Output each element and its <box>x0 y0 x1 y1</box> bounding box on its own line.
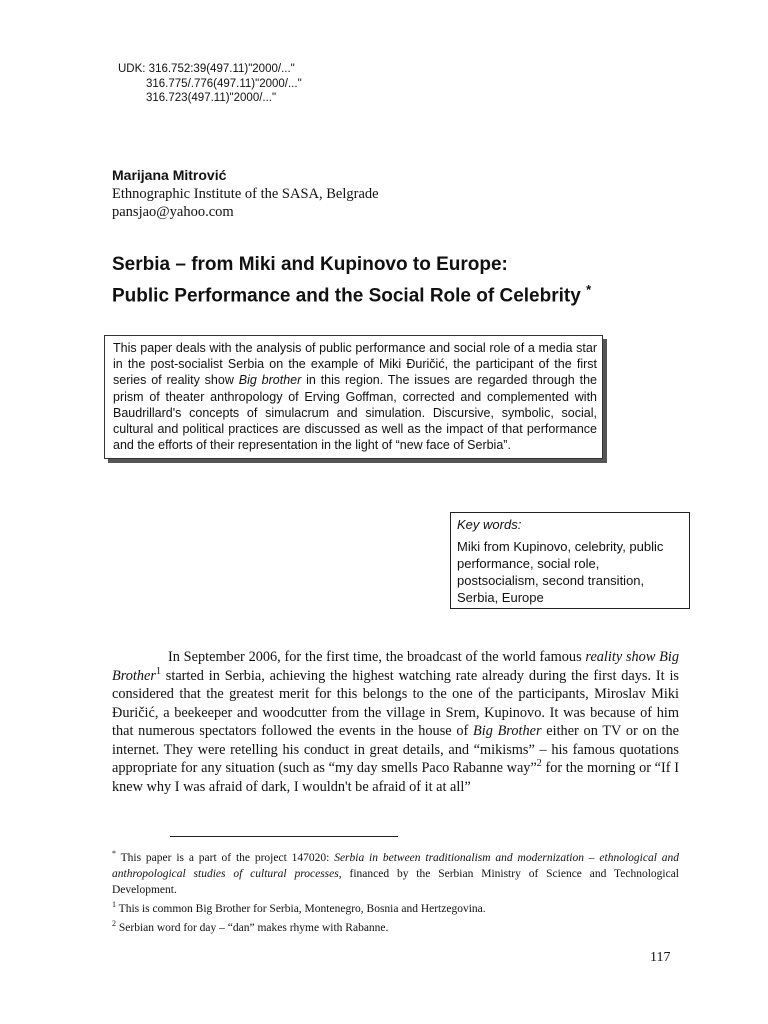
author-name: Marijana Mitrović <box>112 167 227 183</box>
body-italic-run: Big Brother <box>472 723 542 739</box>
abstract-box <box>104 335 603 459</box>
keywords-box <box>450 512 690 609</box>
footnote-ref-2: 2 <box>536 758 542 770</box>
title-line-2 <box>112 277 591 308</box>
udk-line <box>118 91 302 106</box>
body-text-run: In September 2006, for the first time, the broadcast of the world famous <box>168 649 586 665</box>
keywords-label: Key words: <box>457 517 522 532</box>
title-line-2-text: Public Performance and the Social Role of Celebrity <box>112 285 581 307</box>
footnotes <box>112 850 679 939</box>
footnote-text: This paper is a part of the project 147020: <box>116 852 335 864</box>
footnote-text: This is common Big Brother for Serbia, Montenegro, Bosnia and Hertzegovina. <box>116 903 486 915</box>
footnote-2 <box>112 920 679 936</box>
udk-line-text: 316.723(497.11)"2000/..." <box>146 92 277 104</box>
footnote-divider <box>170 836 398 837</box>
body-text-run: started in Serbia, achieving the highest watching rate already during the first days. It is considered that the greatest merit for this belongs to the one of the participants, Miroslav Miki Đuričić, a beekeeper and woodcutter from the village in Srem, Kupinovo. It was because of him that numerous spectators followed the events in the house of <box>112 667 679 739</box>
abstract-text-part1: This paper deals with the analysis of public performance and social role of a media star in the post-socialist Serbia on the example of Miki Đuričić, the participant of the first series of reality show <box>113 341 597 388</box>
author-block <box>112 166 379 221</box>
keywords-text: Miki from Kupinovo, celebrity, public performance, social role, postsocialism, second transition, Serbia, Europe <box>457 539 664 605</box>
footnote-ref-1: 1 <box>155 665 161 677</box>
footnote-text: , financed by the Serbian Ministry of Science and Technological Development. <box>112 868 680 896</box>
title-line-1: Serbia – from Miki and Kupinovo to Europe: <box>112 254 508 275</box>
udk-line <box>118 62 302 77</box>
footnote-text: Serbian word for day – “dan” makes rhyme with Rabanne. <box>116 922 389 934</box>
footnote-marker: 2 <box>112 919 116 929</box>
paper-title <box>112 252 591 308</box>
udk-line <box>118 77 302 92</box>
author-email: pansjao@yahoo.com <box>112 204 234 220</box>
udk-line-text: UDK: 316.752:39(497.11)"2000/..." <box>118 63 295 75</box>
body-text-run: either on TV or on the internet. They were retelling his conduct in great details, and “mikisms” – his famous quotations appropriate for any situation (such as “my day smells Paco Rabanne way” <box>112 723 679 776</box>
abstract-italic-term: Big brother <box>238 373 302 388</box>
author-affiliation: Ethnographic Institute of the SASA, Belgrade <box>112 186 379 202</box>
footnote-1 <box>112 901 679 917</box>
page-number: 117 <box>650 950 671 965</box>
abstract-text-part2: in this region. The issues are regarded through the prism of theater anthropology of Erving Goffman, corrected and complemented with Baudrillard's concepts of simulacrum and simulation. Discursive, symbolic, social, cultural and political practices are discussed as well as the impact of that performance and the efforts of their representation in the light of “new face of Serbia”. <box>113 373 597 453</box>
footnote-marker: 1 <box>112 900 116 910</box>
udk-classification <box>118 62 302 106</box>
footnote-marker: * <box>112 849 116 859</box>
footnote-italic: Serbia in between traditionalism and modernization – ethnological and anthropological studies of cultural processes <box>112 852 679 880</box>
udk-line-text: 316.775/.776(497.11)"2000/..." <box>146 77 302 90</box>
title-footnote-marker: * <box>586 282 592 297</box>
body-italic-run: reality show Big Brother <box>112 649 679 684</box>
footnote-star <box>112 850 679 898</box>
body-paragraph <box>112 648 679 796</box>
body-text-run: for the morning or “If I knew why I was afraid of dark, I wouldn't be afraid of it at all” <box>112 760 679 795</box>
body-paragraph-1 <box>112 648 679 796</box>
